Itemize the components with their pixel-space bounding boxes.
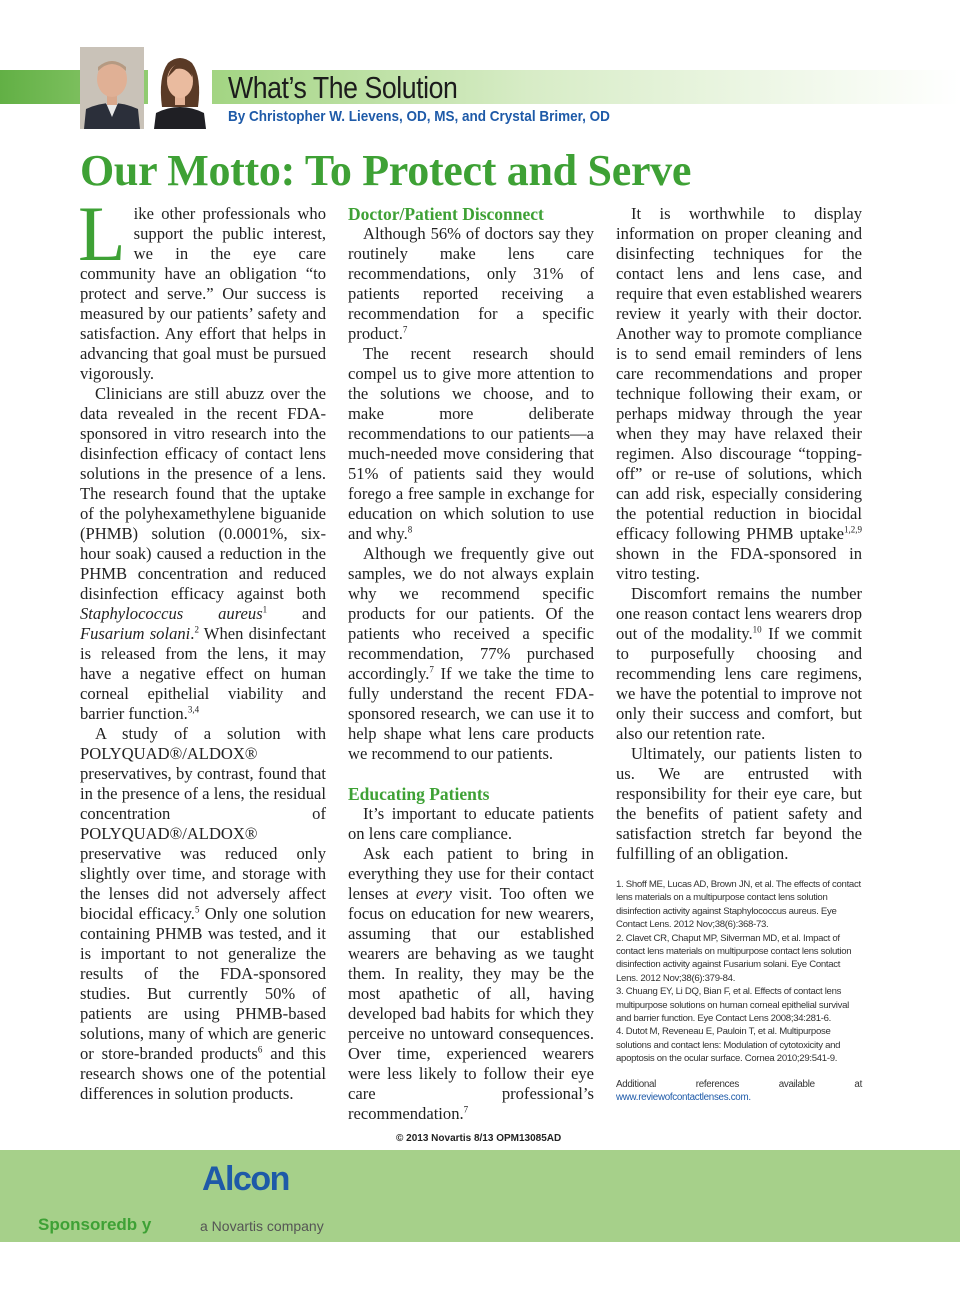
paragraph-discomfort	[616, 584, 862, 744]
intro-paragraph	[78, 190, 326, 384]
species-staphylococcus: Staphylococcus aureus	[80, 604, 263, 623]
polyquad-text: A study of a solution with POLYQUAD®/ALDOX® preservatives, by contrast, found that in the presence of a lens, the residual concentration of POLYQUAD®/ALDOX® preservative was reduced only slightly over time, and storage with the lenses did not adversely affect biocidal efficacy.	[80, 724, 326, 923]
citation-sup: 2	[194, 624, 199, 635]
column-1	[78, 190, 326, 1104]
copyright-line: © 2013 Novartis 8/13 OPM13085AD	[396, 1133, 562, 1144]
author-photo-brimer	[148, 47, 212, 129]
polyquad-tail-2: and this research shows one of the potential differences in solution products.	[80, 1044, 326, 1103]
sponsored-by-label: Sponsoredb y	[38, 1215, 152, 1234]
citation-sup: 7	[429, 664, 434, 675]
references-link[interactable]: www.reviewofcontactlenses.com.	[616, 1091, 751, 1103]
conjunction-text: and	[267, 604, 326, 623]
citation-sup: 6	[257, 1044, 263, 1055]
paragraph-research-compel	[348, 344, 594, 544]
additional-references	[616, 1078, 862, 1104]
bring-in-tail: visit. Too often we focus on education for new wearers, assuming that our established wearers are behaving as we taught them. In reality, they may be the most apathetic of all, having developed bad habits for which they perceive no untoward consequences. Over time, experienced wearers were less likely to follow their eye care professional’s recommendation.	[348, 884, 595, 1123]
section-title: What’s The Solution	[228, 70, 458, 105]
display-info-text: It is worthwhile to display information on proper cleaning and disinfecting techniques for the contact lens and lens case, and require that even established wearers review it yearly with their doctor. Another way to promote compliance is to send email reminders of lens care recommendations and proper technique following their exam, or perhaps midway through the year when they may have relaxed their regimen. Also discourage “topping-off” or re-use of solutions, which can add risk, especially considering the potential reduction in biocidal efficacy following PHMB uptake	[616, 204, 862, 543]
additional-references-text: Additional references available at	[616, 1078, 862, 1090]
paragraph-recommendations	[348, 224, 594, 344]
fda-research-text: Clinicians are still abuzz over the data revealed in the recent FDA-sponsored in vitro research into the disinfection efficacy of contact lens solutions in the presence of a lens. The research found that the uptake of the polyhexamethylene biguanide (PHMB) solution (0.0001%, six-hour soak) caused a reduction in the PHMB concentration and reduced disinfection efficacy against both	[80, 384, 326, 603]
samples-text: Although we frequently give out samples, we do not always explain why we recommend specific products for our patients. Of the patients who received a specific recommendation, 77% purchased accordingly.	[348, 544, 594, 683]
reference-item: 3. Chuang EY, Li DQ, Bian F, et al. Effects of contact lens multipurpose solutions on human corneal epithelial survival and barrier function. Eye Contact Lens 2008;34:281-6.	[616, 986, 849, 1025]
heading-disconnect: Doctor/Patient Disconnect	[348, 204, 544, 224]
fda-research-tail: When disinfectant is released from the lens, it may have a negative effect on human corneal epithelial viability and barrier function.	[80, 624, 326, 723]
citation-sup: 7	[463, 1104, 469, 1115]
reference-item: 1. Shoff ME, Lucas AD, Brown JN, et al. The effects of contact lens materials on a multipurpose contact lens solution disinfection activity against Staphylococcus aureus. Eye Contact Lens. 2012 Nov;38(6):368-73.	[616, 879, 861, 931]
discomfort-text: Discomfort remains the number one reason contact lens wearers drop out of the modality.	[616, 584, 862, 643]
paragraph-educate: It’s important to educate patients on lens care compliance.	[348, 804, 594, 843]
bring-in-text: Ask each patient to bring in everything they use for their contact lenses at	[348, 844, 594, 903]
reference-item: 4. Dutot M, Reveneau E, Pauloin T, et al. Multipurpose solutions and contact lens: Modulation of cytotoxicity and apoptosis on the ocular surface. Cornea 2010;29:541-9.	[616, 1026, 841, 1065]
citation-sup: 1,2,9	[844, 524, 862, 535]
paragraph-display-info	[616, 204, 862, 584]
citation-sup: 7	[402, 324, 408, 335]
species-fusarium: Fusarium solani	[80, 624, 191, 643]
paragraph-fda-research: Clinicians are still abuzz over the data revealed in the recent FDA-sponsored in vitro research into the disinfection efficacy of contact lens solutions in the presence of a lens. The research found that the uptake of the polyhexamethylene biguanide (PHMB) solution (0.0001%, six-hour soak) caused a reduction in the PHMB concentration and reduced disinfection efficacy against both Staphylococcus aureus$^1$ and Fusarium solani.$^2$ When disinfectant is released from the lens, it may have a negative effect on human corneal epithelial viability and barrier function.$^{3,4}$	[80, 384, 326, 723]
heading-educating: Educating Patients	[348, 784, 490, 804]
references-list	[616, 878, 862, 1066]
polyquad-tail: Only one solution containing PHMB was tested, and it is important to not generalize the results of the FDA-sponsored studies. But currently 50% of patients are using PHMB-based solutions, many of which are generic or store-branded products	[80, 904, 326, 1063]
discomfort-tail: If we commit to purposefully choosing and recommending lens care regimens, we have the potential to improve not only their success and comfort, but also our retention rate.	[616, 624, 863, 743]
citation-sup: 10	[752, 624, 762, 635]
display-info-tail: shown in the FDA-sponsored in vitro testing.	[616, 544, 862, 583]
paragraph-polyquad-study	[80, 724, 326, 1104]
brand-tagline: a Novartis company	[200, 1218, 324, 1234]
paragraph-samples	[348, 544, 594, 764]
alcon-logo	[200, 1160, 330, 1200]
column-2	[348, 204, 594, 1124]
citation-sup: 3,4	[187, 704, 200, 715]
recommendations-text: Although 56% of doctors say they routinely make lens care recommendations, only 31% of patients reported receiving a recommendation for a specific product.	[348, 224, 594, 343]
brand-wordmark: Alcon	[202, 1160, 289, 1198]
column-3	[616, 204, 862, 1104]
header-accent-bar	[0, 70, 960, 104]
byline: By Christopher W. Lievens, OD, MS, and Crystal Brimer, OD	[228, 108, 610, 125]
author-portrait-female-icon	[148, 47, 212, 129]
research-compel-text: The recent research should compel us to give more attention to the solutions we choose, and to make more deliberate recommendations to our patients—a much-needed move considering that 51% of patients said they would forego a free sample in exchange for education on which solution to use and why.	[348, 344, 594, 543]
citation-sup: 1	[262, 604, 268, 615]
emphasis-every: every	[415, 884, 452, 903]
samples-tail: If we take the time to fully understand the recent FDA-sponsored research, we can use it to help shape what lens care products we recommend to our patients.	[348, 664, 594, 763]
author-portrait-male-icon	[80, 47, 144, 129]
citation-sup: 5	[194, 904, 200, 915]
drop-cap: L	[78, 190, 126, 277]
paragraph-bring-in	[348, 844, 594, 1124]
author-photo-lievens	[80, 47, 144, 129]
paragraph-ultimately: Ultimately, our patients listen to us. We are entrusted with responsibility for their eye care, but the benefits of patient safety and satisfaction stretch far beyond the fulfilling of an obligation.	[616, 744, 862, 863]
reference-item: 2. Clavet CR, Chaput MP, Silverman MD, et al. Impact of contact lens materials on multipurpose contact lens solution disinfection activity against Fusarium solani. Eye Contact Lens. 2012 Nov;38(6):379-84.	[616, 932, 852, 984]
citation-sup: 8	[407, 524, 413, 535]
intro-text: ike other professionals who support the public interest, we in the eye care community have an obligation “to protect and serve.” Our success is measured by our patients’ safety and satisfaction. Any effort that helps in advancing that goal must be pursued vigorously.	[80, 204, 326, 383]
article-headline: Our Motto: To Protect and Serve	[80, 146, 692, 195]
